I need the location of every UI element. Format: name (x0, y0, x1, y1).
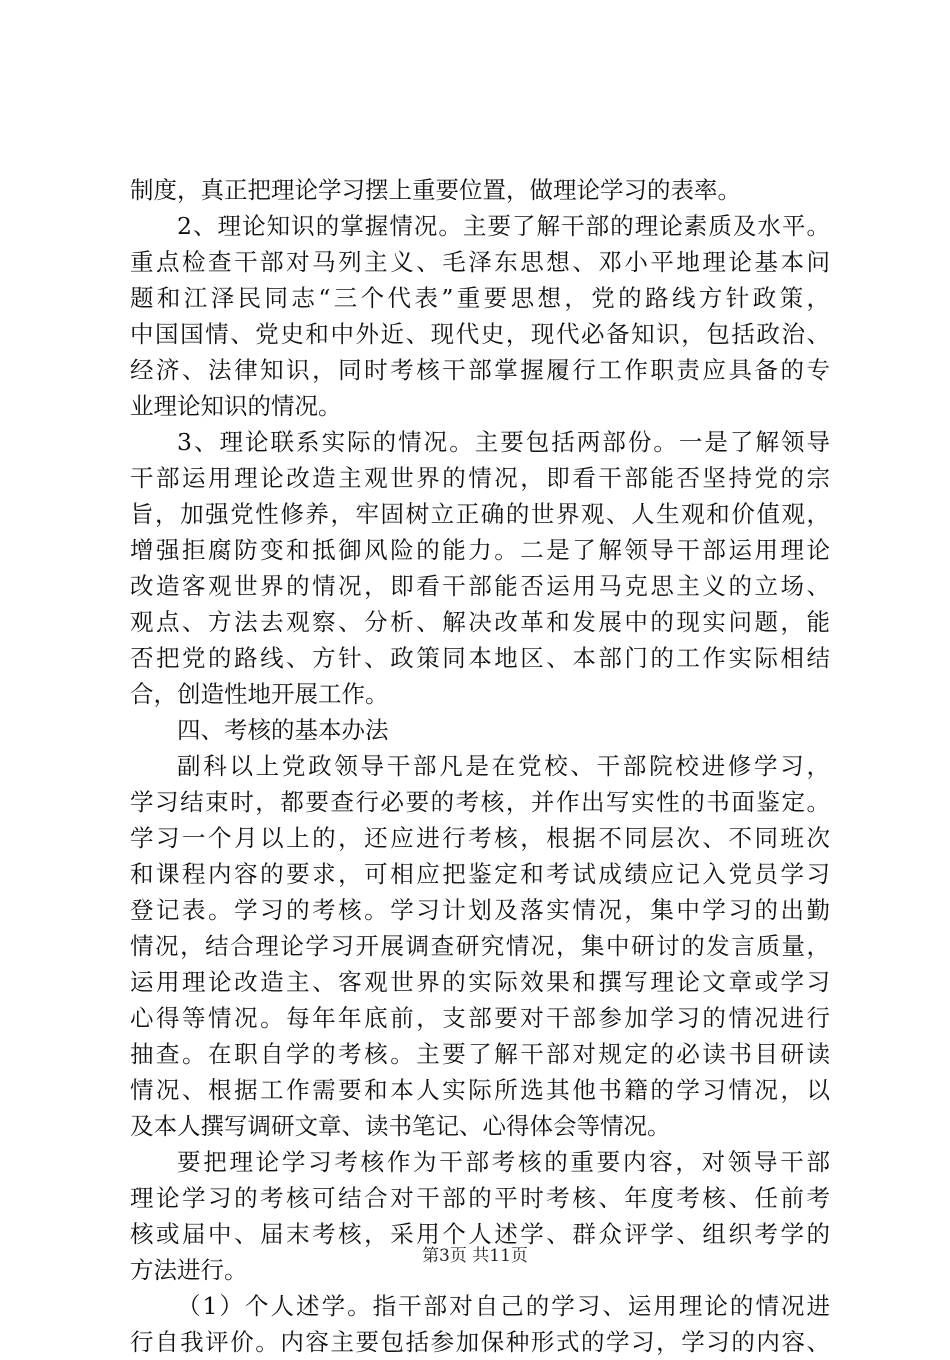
document-body (130, 172, 830, 1360)
text-line: 否把党的路线、方针、政策同本地区、本部门的工作实际相结 (130, 644, 830, 672)
text-line: 核或届中、届末考核，采用个人述学、群众评学、组织考学的 (130, 1220, 830, 1248)
text-line: 增强拒腐防变和抵御风险的能力。二是了解领导干部运用理论 (130, 536, 830, 564)
text-line: 心得等情况。每年年底前，支部要对干部参加学习的情况进行 (130, 1004, 830, 1032)
text-line: 四、考核的基本办法 (177, 716, 389, 744)
text-line: 情况，结合理论学习开展调查研究情况，集中研讨的发言质量， (130, 932, 830, 960)
text-line: 中国国情、党史和中外近、现代史，现代必备知识，包括政治、 (130, 320, 830, 348)
text-line: （1）个人述学。指干部对自己的学习、运用理论的情况进 (177, 1292, 830, 1320)
text-line: 学习一个月以上的，还应进行考核，根据不同层次、不同班次 (130, 824, 830, 852)
text-line: 情况、根据工作需要和本人实际所选其他书籍的学习情况，以 (130, 1076, 830, 1104)
text-line: 合，创造性地开展工作。 (130, 680, 389, 708)
text-line: 副科以上党政领导干部凡是在党校、干部院校进修学习， (177, 752, 830, 780)
text-line: 旨，加强党性修养，牢固树立正确的世界观、人生观和价值观， (130, 500, 830, 528)
text-line: 制度，真正把理论学习摆上重要位置，做理论学习的表率。 (130, 176, 741, 204)
text-line: 登记表。学习的考核。学习计划及落实情况，集中学习的出勤 (130, 896, 830, 924)
text-line: 业理论知识的情况。 (130, 392, 342, 420)
text-line: 2、理论知识的掌握情况。主要了解干部的理论素质及水平。 (177, 212, 830, 240)
text-line: 理论学习的考核可结合对干部的平时考核、年度考核、任前考 (130, 1184, 830, 1212)
text-line: 要把理论学习考核作为干部考核的重要内容，对领导干部 (177, 1148, 830, 1176)
text-line: 观点、方法去观察、分析、解决改革和发展中的现实问题，能 (130, 608, 830, 636)
text-line: 运用理论改造主、客观世界的实际效果和撰写理论文章或学习 (130, 968, 830, 996)
text-line: 经济、法律知识，同时考核干部掌握履行工作职责应具备的专 (130, 356, 830, 384)
page-footer: 第3页 共11页 (422, 1246, 528, 1266)
text-line: 方法进行。 (130, 1256, 248, 1284)
text-line: 干部运用理论改造主观世界的情况，即看干部能否坚持党的宗 (130, 464, 830, 492)
text-line: 抽查。在职自学的考核。主要了解干部对规定的必读书目研读 (130, 1040, 830, 1068)
text-line: 3、理论联系实际的情况。主要包括两部份。一是了解领导 (177, 428, 830, 456)
text-line: 及本人撰写调研文章、读书笔记、心得体会等情况。 (130, 1112, 671, 1140)
text-line: 行自我评价。内容主要包括参加保种形式的学习，学习的内容、 (130, 1328, 830, 1356)
text-line: 和课程内容的要求，可相应把鉴定和考试成绩应记入党员学习 (130, 860, 830, 888)
text-line: 学习结束时，都要查行必要的考核，并作出写实性的书面鉴定。 (130, 788, 830, 816)
text-line: 改造客观世界的情况，即看干部能否运用马克思主义的立场、 (130, 572, 830, 600)
text-line: 重点检查干部对马列主义、毛泽东思想、邓小平地理论基本问 (130, 248, 830, 276)
text-line: 题和江泽民同志“三个代表”重要思想，党的路线方针政策， (130, 284, 830, 312)
